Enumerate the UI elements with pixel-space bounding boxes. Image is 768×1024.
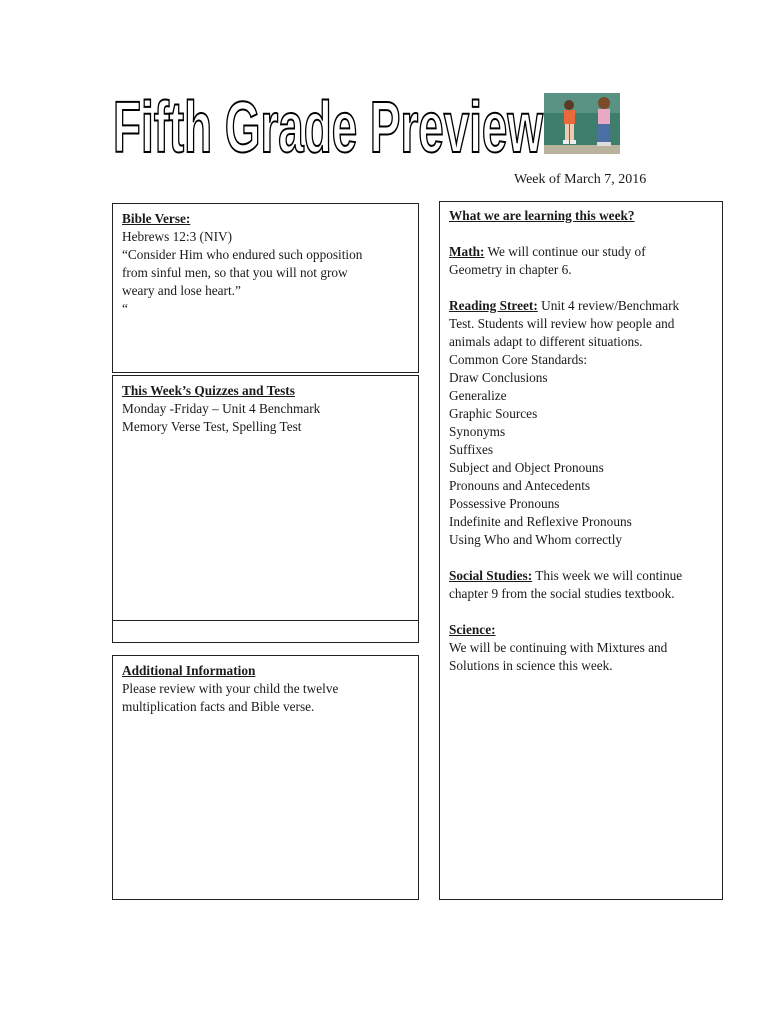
learning-box <box>439 201 723 900</box>
verse-line: weary and lose heart.” <box>122 283 241 298</box>
bible-verse-heading: Bible Verse: <box>122 211 191 226</box>
quizzes-line: Memory Verse Test, Spelling Test <box>122 419 302 434</box>
quizzes-line: Monday -Friday – Unit 4 Benchmark <box>122 401 321 416</box>
page-title <box>110 88 550 168</box>
bible-reference: Hebrews 12:3 (NIV) <box>122 229 233 244</box>
verse-line: “Consider Him who endured such opposition <box>122 247 363 262</box>
bible-verse-box <box>112 203 419 373</box>
additional-info-box <box>112 655 419 900</box>
additional-info-heading: Additional Information <box>122 663 256 678</box>
science-line: We will be continuing with Mixtures and <box>449 640 668 655</box>
empty-strip-box <box>112 620 419 643</box>
reading-line: animals adapt to different situations. <box>449 334 643 349</box>
math-line: Math: We will continue our study of <box>449 244 646 259</box>
quizzes-heading: This Week’s Quizzes and Tests <box>122 383 295 398</box>
science-line: Solutions in science this week. <box>449 658 613 673</box>
standard-item: Indefinite and Reflexive Pronouns <box>449 514 632 529</box>
classroom-photo <box>544 93 620 154</box>
verse-line: from sinful men, so that you will not grow <box>122 265 348 280</box>
standard-item: Using Who and Whom correctly <box>449 532 623 547</box>
reading-line: Common Core Standards: <box>449 352 588 367</box>
standard-item: Graphic Sources <box>449 406 538 421</box>
week-of-date: Week of March 7, 2016 <box>514 172 647 187</box>
reading-line: Test. Students will review how people and <box>449 316 675 331</box>
standard-item: Draw Conclusions <box>449 370 548 385</box>
reading-line: Reading Street: Unit 4 review/Benchmark <box>449 298 680 313</box>
standard-item: Suffixes <box>449 442 494 457</box>
learning-heading: What we are learning this week? <box>449 208 635 223</box>
quizzes-tests-box <box>112 375 419 621</box>
standard-item: Generalize <box>449 388 507 403</box>
standard-item: Synonyms <box>449 424 506 439</box>
social-label: Social Studies: <box>449 568 533 583</box>
standard-item: Subject and Object Pronouns <box>449 460 604 475</box>
social-line: Social Studies: This week we will continue <box>449 568 683 583</box>
additional-info-line: multiplication facts and Bible verse. <box>122 699 315 714</box>
science-label: Science: <box>449 622 496 637</box>
math-label: Math: <box>449 244 485 259</box>
additional-info-line: Please review with your child the twelve <box>122 681 339 696</box>
social-line: chapter 9 from the social studies textbook. <box>449 586 675 601</box>
standard-item: Possessive Pronouns <box>449 496 560 511</box>
math-line: Geometry in chapter 6. <box>449 262 572 277</box>
page-title-text: Fifth Grade Preview <box>113 88 544 168</box>
verse-line: “ <box>122 301 128 316</box>
standard-item: Pronouns and Antecedents <box>449 478 591 493</box>
reading-label: Reading Street: <box>449 298 538 313</box>
